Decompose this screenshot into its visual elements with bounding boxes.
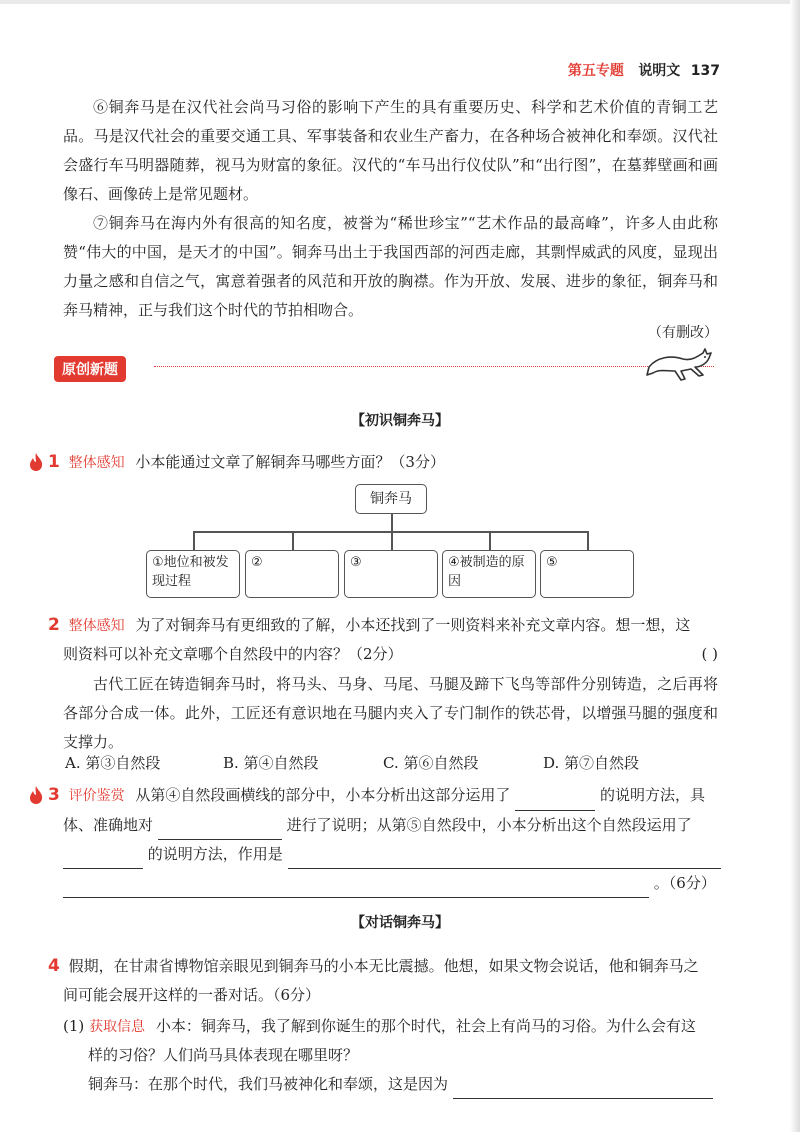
question-3-text-5: 的说明方法，作用是 <box>147 845 283 863</box>
banner <box>54 356 126 382</box>
header-topic: 第五专题 <box>567 63 624 79</box>
answer-parentheses[interactable]: ( ) <box>701 645 718 663</box>
diagram-connector-vertical <box>391 514 393 532</box>
page-number: 137 <box>690 63 720 79</box>
passage-paragraph-7: ⑦铜奔马在海内外有很高的知名度，被誉为“稀世珍宝”“艺术作品的最高峰”，许多人由此称赞“伟大的中国，是天才的中国”。铜奔马出土于我国西部的河西走廊，其剽悍威武的风度，显现出力量之感和自信之气，寓意着强者的风范和开放的胸襟。作为开放、发展、进步的象征，铜奔马和奔马精神，正与我们这个时代的节拍相吻合。 <box>63 214 718 319</box>
page-header <box>568 60 720 80</box>
question-2-line-1 <box>48 611 738 641</box>
option-b[interactable]: B. 第④自然段 <box>223 754 319 772</box>
banner-dotted-line <box>154 366 714 367</box>
question-3-text-2: 的说明方法，具 <box>599 786 705 804</box>
question-3-text-1: 从第④自然段画横线的部分中，小本分析出这部分运用了 <box>135 786 511 804</box>
section-title-2: 【对话铜奔马】 <box>351 915 449 931</box>
question-2-material: 古代工匠在铸造铜奔马时，将马头、马身、马尾、马腿及蹄下飞鸟等部件分别铸造，之后再将各部分合成一体。此外，工匠还有意识地在马腿内夹入了专门制作的铁芯骨，以增强马腿的强度和支撑力。 <box>63 675 718 751</box>
question-4-sub-1-line-2 <box>88 1041 778 1070</box>
answer-blank-method-1[interactable] <box>515 792 595 811</box>
question-3-line-2 <box>63 811 753 840</box>
question-4-number: 4 <box>48 956 60 976</box>
section-title-1: 【初识铜奔马】 <box>351 413 449 429</box>
diagram-connector-branch-2 <box>292 531 294 551</box>
top-rule <box>0 0 800 4</box>
sub-question-1-prefix: (1) <box>63 1017 85 1035</box>
question-3-text-4: 进行了说明；从第⑤自然段中，小本分析出这个自然段运用了 <box>286 816 692 834</box>
fire-icon <box>28 452 44 472</box>
question-3-line-1 <box>48 781 738 811</box>
diagram-box-4: ④被制造的原因 <box>442 550 536 598</box>
option-d[interactable]: D. 第⑦自然段 <box>543 754 640 772</box>
fire-icon <box>28 785 44 805</box>
question-3-line-3 <box>63 840 753 869</box>
question-3-number: 3 <box>48 785 60 805</box>
question-1-tag: 整体感知 <box>68 455 125 471</box>
diagram-connector-branch-1 <box>193 531 195 551</box>
question-1 <box>48 448 738 478</box>
diagram-connector-branch-4 <box>489 531 491 551</box>
question-4-text-1: 假期，在甘肃省博物馆亲眼见到铜奔马的小本无比震撼。他想，如果文物会说话，他和铜奔马之 <box>68 957 699 975</box>
diagram-box-5: ⑤ <box>540 550 634 598</box>
diagram-connector-branch-3 <box>391 531 393 551</box>
sub-question-1-text-1: 小本：铜奔马，我了解到你诞生的那个时代，社会上有尚马的习俗。为什么会有这 <box>155 1017 696 1035</box>
question-4-sub-1-line-1 <box>63 1012 753 1042</box>
passage-paragraph-6: ⑥铜奔马是在汉代社会尚马习俗的影响下产生的具有重要历史、科学和艺术价值的青铜工艺品。马是汉代社会的重要交通工具、军事装备和农业生产畜力，在各种场合被神化和奉颂。汉代社会盛行车马明器随葬，视马为财富的象征。汉代的“车马出行仪仗队”和“出行图”，在墓葬壁画和画像石、画像砖上是常见题材。 <box>63 98 718 203</box>
answer-blank-effect-1[interactable] <box>288 850 721 869</box>
sub-question-1-text-2: 样的习俗？人们尚马具体表现在哪里呀？ <box>88 1046 359 1064</box>
question-2-text-2: 则资料可以补充文章哪个自然段中的内容？（2分） <box>63 645 403 663</box>
diagram-root-box: 铜奔马 <box>355 484 427 514</box>
question-4-line-1 <box>48 952 738 981</box>
question-4-sub-1-answer <box>88 1070 778 1099</box>
option-c[interactable]: C. 第⑥自然段 <box>383 754 479 772</box>
question-3-tag: 评价鉴赏 <box>68 788 125 804</box>
header-genre: 说明文 <box>638 63 681 79</box>
diagram-box-2: ② <box>245 550 339 598</box>
question-3-text-3: 体、准确地对 <box>63 816 154 834</box>
diagram-box-1: ①地位和被发现过程 <box>146 550 240 598</box>
question-2-text-1: 为了对铜奔马有更细致的了解，小本还找到了一则资料来补充文章内容。想一想，这 <box>135 616 691 634</box>
sub-question-1-tag: 获取信息 <box>89 1019 146 1035</box>
question-1-text: 小本能通过文章了解铜奔马哪些方面？（3分） <box>135 453 445 471</box>
question-4-text-2: 间可能会展开这样的一番对话。（6分） <box>63 986 321 1004</box>
diagram-box-3: ③ <box>344 550 438 598</box>
answer-blank-method-2[interactable] <box>63 850 143 869</box>
question-2-tag: 整体感知 <box>68 618 125 634</box>
option-a[interactable]: A. 第③自然段 <box>65 754 161 772</box>
sub-question-1-answer-prefix: 铜奔马：在那个时代，我们马被神化和奉颂，这是因为 <box>88 1075 449 1093</box>
answer-blank-reason[interactable] <box>453 1080 713 1099</box>
question-4-line-2 <box>63 981 753 1010</box>
question-3-line-4 <box>63 869 753 898</box>
source-note: （有删改） <box>648 325 718 341</box>
question-2-line-2 <box>63 640 753 669</box>
diagram-connector-branch-5 <box>587 531 589 551</box>
page-edge-shadow <box>790 0 800 1132</box>
answer-blank-object[interactable] <box>158 821 282 840</box>
running-cat-icon <box>645 345 715 385</box>
answer-blank-effect-2[interactable] <box>63 879 649 898</box>
question-2-number: 2 <box>48 615 60 635</box>
question-1-number: 1 <box>48 452 60 472</box>
banner-label: 原创新题 <box>54 356 126 382</box>
question-3-score: 。（6分） <box>653 874 716 892</box>
